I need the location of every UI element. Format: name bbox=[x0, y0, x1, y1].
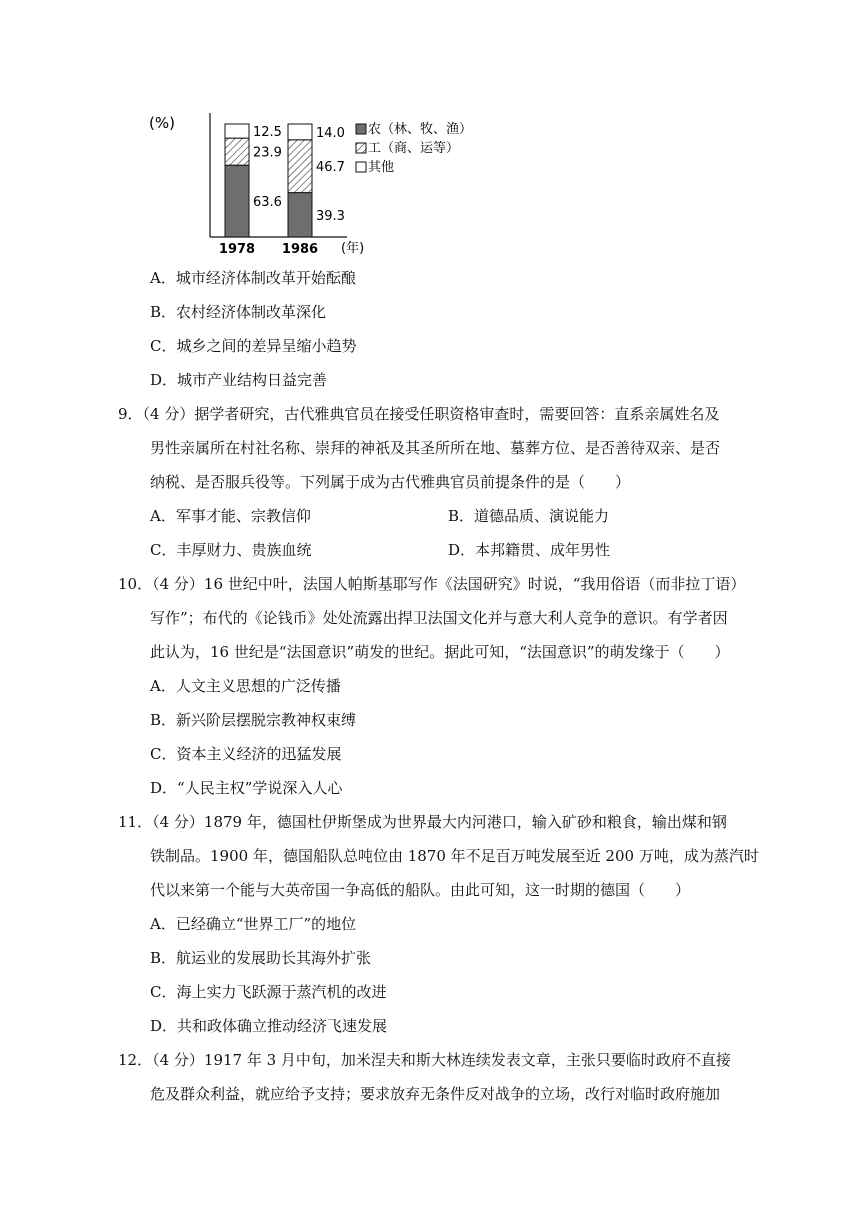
data-label-1978-other: 12.5 bbox=[253, 125, 282, 141]
q9-option-a[interactable]: A．军事才能、宗教信仰 bbox=[150, 507, 311, 525]
q11-option-d[interactable]: D．共和政体确立推动经济飞速发展 bbox=[150, 1017, 388, 1035]
q11-option-c[interactable]: C．海上实力飞跃源于蒸汽机的改进 bbox=[150, 983, 387, 1001]
q11-stem-line-2: 铁制品。1900 年，德国船队总吨位由 1870 年不足百万吨发展至近 200 万吨，成为蒸汽时 bbox=[150, 847, 759, 865]
bar-1978-other bbox=[225, 124, 249, 138]
q10-stem-line-3: 此认为，16 世纪是“法国意识”萌发的世纪。据此可知，“法国意识”的萌发缘于（ ） bbox=[150, 643, 730, 661]
q11-stem-line-3: 代以来第一个能与大英帝国一争高低的船队。由此可知，这一时期的德国（ ） bbox=[150, 881, 691, 899]
legend-swatch-agri bbox=[356, 124, 366, 134]
q8-option-a[interactable]: A．城市经济体制改革开始酝酿 bbox=[150, 269, 356, 287]
q8-option-d[interactable]: D．城市产业结构日益完善 bbox=[150, 371, 328, 389]
q10-option-b[interactable]: B．新兴阶层摆脱宗教神权束缚 bbox=[150, 711, 357, 729]
x-tick-1978: 1978 bbox=[218, 242, 256, 257]
legend bbox=[356, 121, 472, 175]
legend-label-other: 其他 bbox=[368, 160, 395, 175]
bars-group bbox=[225, 124, 345, 237]
q9-option-c[interactable]: C．丰厚财力、贵族血统 bbox=[150, 541, 312, 559]
q11-option-a[interactable]: A．已经确立“世界工厂”的地位 bbox=[150, 915, 357, 933]
q11-stem-line-1: 11．（4 分）1879 年，德国杜伊斯堡成为世界最大内河港口，输入矿砂和粮食，输出煤和钢 bbox=[118, 813, 727, 831]
q9-option-d[interactable]: D．本邦籍贯、成年男性 bbox=[448, 541, 611, 559]
bar-1978-industry bbox=[225, 138, 249, 165]
data-label-1978-agri: 63.6 bbox=[253, 195, 282, 211]
legend-label-industry: 工（商、运等） bbox=[368, 141, 460, 156]
x-unit-label: (年) bbox=[341, 241, 365, 256]
y-unit-label: (%) bbox=[149, 114, 175, 132]
q10-option-c[interactable]: C．资本主义经济的迅猛发展 bbox=[150, 745, 342, 763]
q10-stem-line-1: 10．（4 分）16 世纪中叶，法国人帕斯基耶写作《法国研究》时说，“我用俗语（而非拉丁语） bbox=[118, 575, 746, 593]
bar-1986-agri bbox=[288, 193, 312, 237]
stacked-bar-chart bbox=[145, 108, 485, 258]
data-label-1986-industry: 46.7 bbox=[316, 160, 345, 176]
q10-stem-line-2: 写作”；布代的《论钱币》处处流露出捍卫法国文化并与意大利人竞争的意识。有学者因 bbox=[150, 609, 728, 627]
q8-option-c[interactable]: C．城乡之间的差异呈缩小趋势 bbox=[150, 337, 357, 355]
data-label-1986-other: 14.0 bbox=[316, 125, 345, 141]
q10-option-a[interactable]: A．人文主义思想的广泛传播 bbox=[150, 677, 341, 695]
q8-option-b[interactable]: B．农村经济体制改革深化 bbox=[150, 303, 327, 321]
legend-label-agri: 农（林、牧、渔） bbox=[368, 122, 473, 137]
q9-stem-line-2: 男性亲属所在村社名称、崇拜的神祇及其圣所所在地、墓葬方位、是否善待双亲、是否 bbox=[150, 439, 721, 457]
q9-stem-line-3: 纳税、是否服兵役等。下列属于成为古代雅典官员前提条件的是（ ） bbox=[150, 473, 631, 491]
q9-stem-line-1: 9．（4 分）据学者研究，古代雅典官员在接受任职资格审查时，需要回答：直系亲属姓名及 bbox=[118, 405, 720, 423]
q12-stem-line-1: 12．（4 分）1917 年 3 月中旬，加米涅夫和斯大林连续发表文章，主张只要临时政府不直接 bbox=[118, 1051, 731, 1069]
legend-swatch-industry bbox=[356, 143, 366, 153]
x-tick-1986: 1986 bbox=[281, 242, 319, 257]
q11-option-b[interactable]: B．航运业的发展助长其海外扩张 bbox=[150, 949, 372, 967]
bar-1986-other bbox=[288, 124, 312, 140]
data-label-1978-industry: 23.9 bbox=[253, 145, 282, 161]
q9-option-b[interactable]: B．道德品质、演说能力 bbox=[448, 507, 610, 525]
q12-stem-line-2: 危及群众利益，就应给予支持；要求放弃无条件反对战争的立场，改行对临时政府施加 bbox=[150, 1085, 721, 1103]
legend-swatch-other bbox=[356, 162, 366, 172]
data-label-1986-agri: 39.3 bbox=[316, 208, 345, 224]
bar-1978-agri bbox=[225, 165, 249, 237]
q10-option-d[interactable]: D．“人民主权”学说深入人心 bbox=[150, 779, 343, 797]
bar-1986-industry bbox=[288, 140, 312, 193]
